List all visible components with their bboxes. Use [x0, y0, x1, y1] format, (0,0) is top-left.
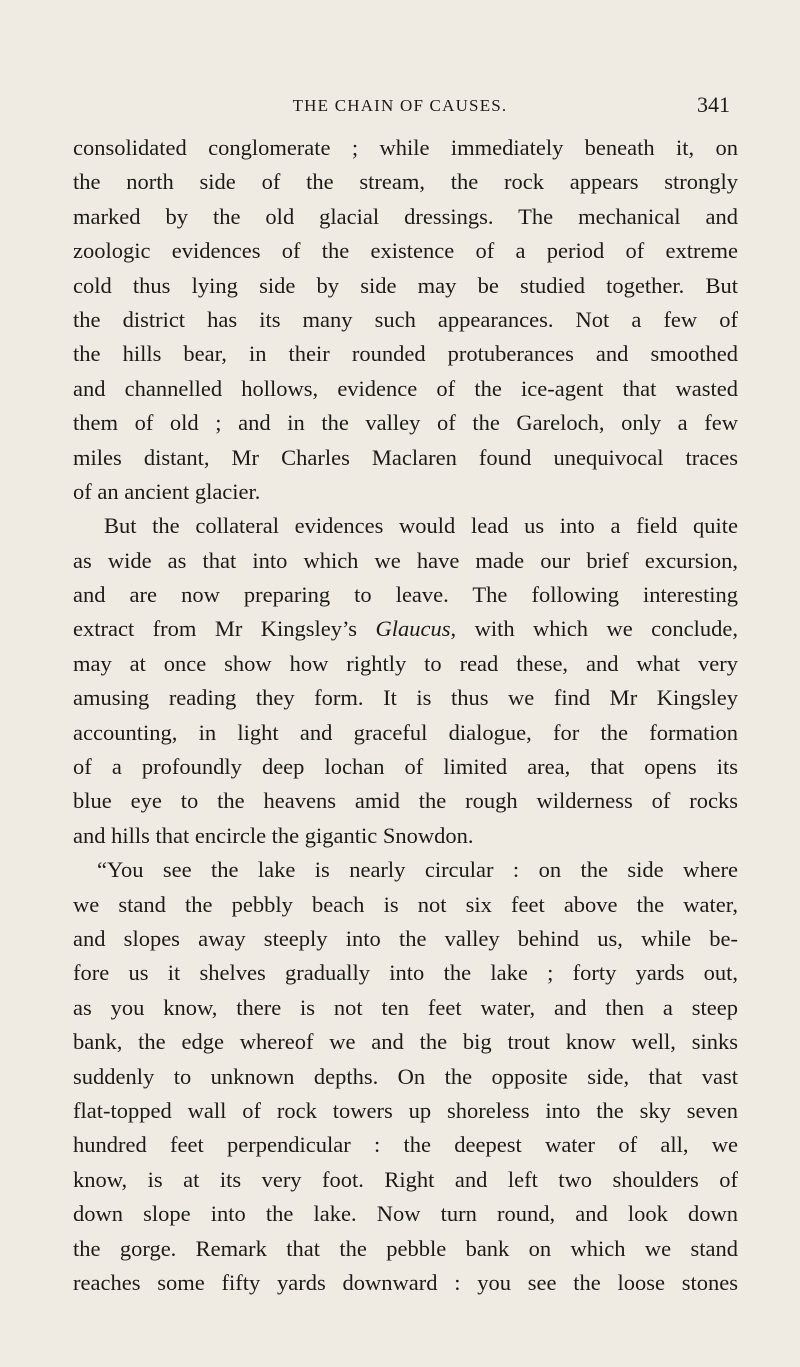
text-line: miles distant, Mr Charles Maclaren found unequivocal traces	[73, 444, 738, 470]
book-title-italic: Glaucus	[375, 616, 451, 642]
text-line: know, is at its very foot. Right and left two shoulders of	[73, 1166, 738, 1192]
text-line: and hills that encircle the gigantic Snowdon.	[73, 822, 474, 848]
text-line: and channelled hollows, evidence of the ice-agent that wasted	[73, 375, 738, 401]
text-line: the gorge. Remark that the pebble bank on which we stand	[73, 1235, 738, 1261]
text-line: amusing reading they form. It is thus we find Mr Kingsley	[73, 685, 738, 711]
running-head	[70, 92, 730, 122]
text-line: bank, the edge whereof we and the big trout know well, sinks	[73, 1029, 738, 1055]
page-number: 341	[697, 92, 730, 117]
text-line: “You see the lake is nearly circular : on the side where	[97, 857, 738, 883]
text-line: them of old ; and in the valley of the Gareloch, only a few	[73, 410, 738, 436]
text-line: zoologic evidences of the existence of a period of extreme	[73, 238, 738, 264]
text-line	[73, 612, 738, 646]
text-line: down slope into the lake. Now turn round, and look down	[73, 1201, 738, 1227]
text-segment: extract from Mr Kingsley’s	[73, 616, 376, 642]
text-line: the north side of the stream, the rock appears strongly	[73, 169, 738, 195]
text-line: accounting, in light and graceful dialogue, for the formation	[73, 719, 738, 745]
text-line: cold thus lying side by side may be studied together. But	[73, 272, 738, 298]
text-line: flat-topped wall of rock towers up shoreless into the sky seven	[73, 1097, 738, 1123]
text-line: But the collateral evidences would lead us into a field quite	[104, 513, 738, 539]
running-title: THE CHAIN OF CAUSES.	[292, 96, 508, 115]
text-line: consolidated conglomerate ; while immediately beneath it, on	[73, 135, 738, 160]
text-line: the district has its many such appearances. Not a few of	[73, 306, 738, 332]
text-line: of an ancient glacier.	[73, 478, 261, 504]
text-line: hundred feet perpendicular : the deepest water of all, we	[73, 1132, 738, 1158]
text-segment: , with which we conclude,	[450, 616, 738, 642]
text-line: we stand the pebbly beach is not six feet above the water,	[73, 891, 738, 917]
text-line: reaches some fifty yards downward : you see the loose stones	[73, 1269, 738, 1295]
text-line: marked by the old glacial dressings. The mechanical and	[73, 203, 738, 229]
text-line: of a profoundly deep lochan of limited area, that opens its	[73, 754, 738, 780]
text-line: and are now preparing to leave. The following interesting	[73, 582, 738, 608]
text-line: the hills bear, in their rounded protuberances and smoothed	[73, 341, 738, 367]
text-line: suddenly to unknown depths. On the opposite side, that vast	[73, 1063, 738, 1089]
text-line: may at once show how rightly to read these, and what very	[73, 650, 738, 676]
text-line: as you know, there is not ten feet water, and then a steep	[73, 994, 738, 1020]
body-text	[73, 131, 738, 1300]
text-line: as wide as that into which we have made our brief excursion,	[73, 547, 738, 573]
text-line: blue eye to the heavens amid the rough wilderness of rocks	[73, 788, 738, 814]
text-line: and slopes away steeply into the valley behind us, while be-	[73, 925, 738, 951]
text-line: fore us it shelves gradually into the lake ; forty yards out,	[73, 960, 738, 986]
